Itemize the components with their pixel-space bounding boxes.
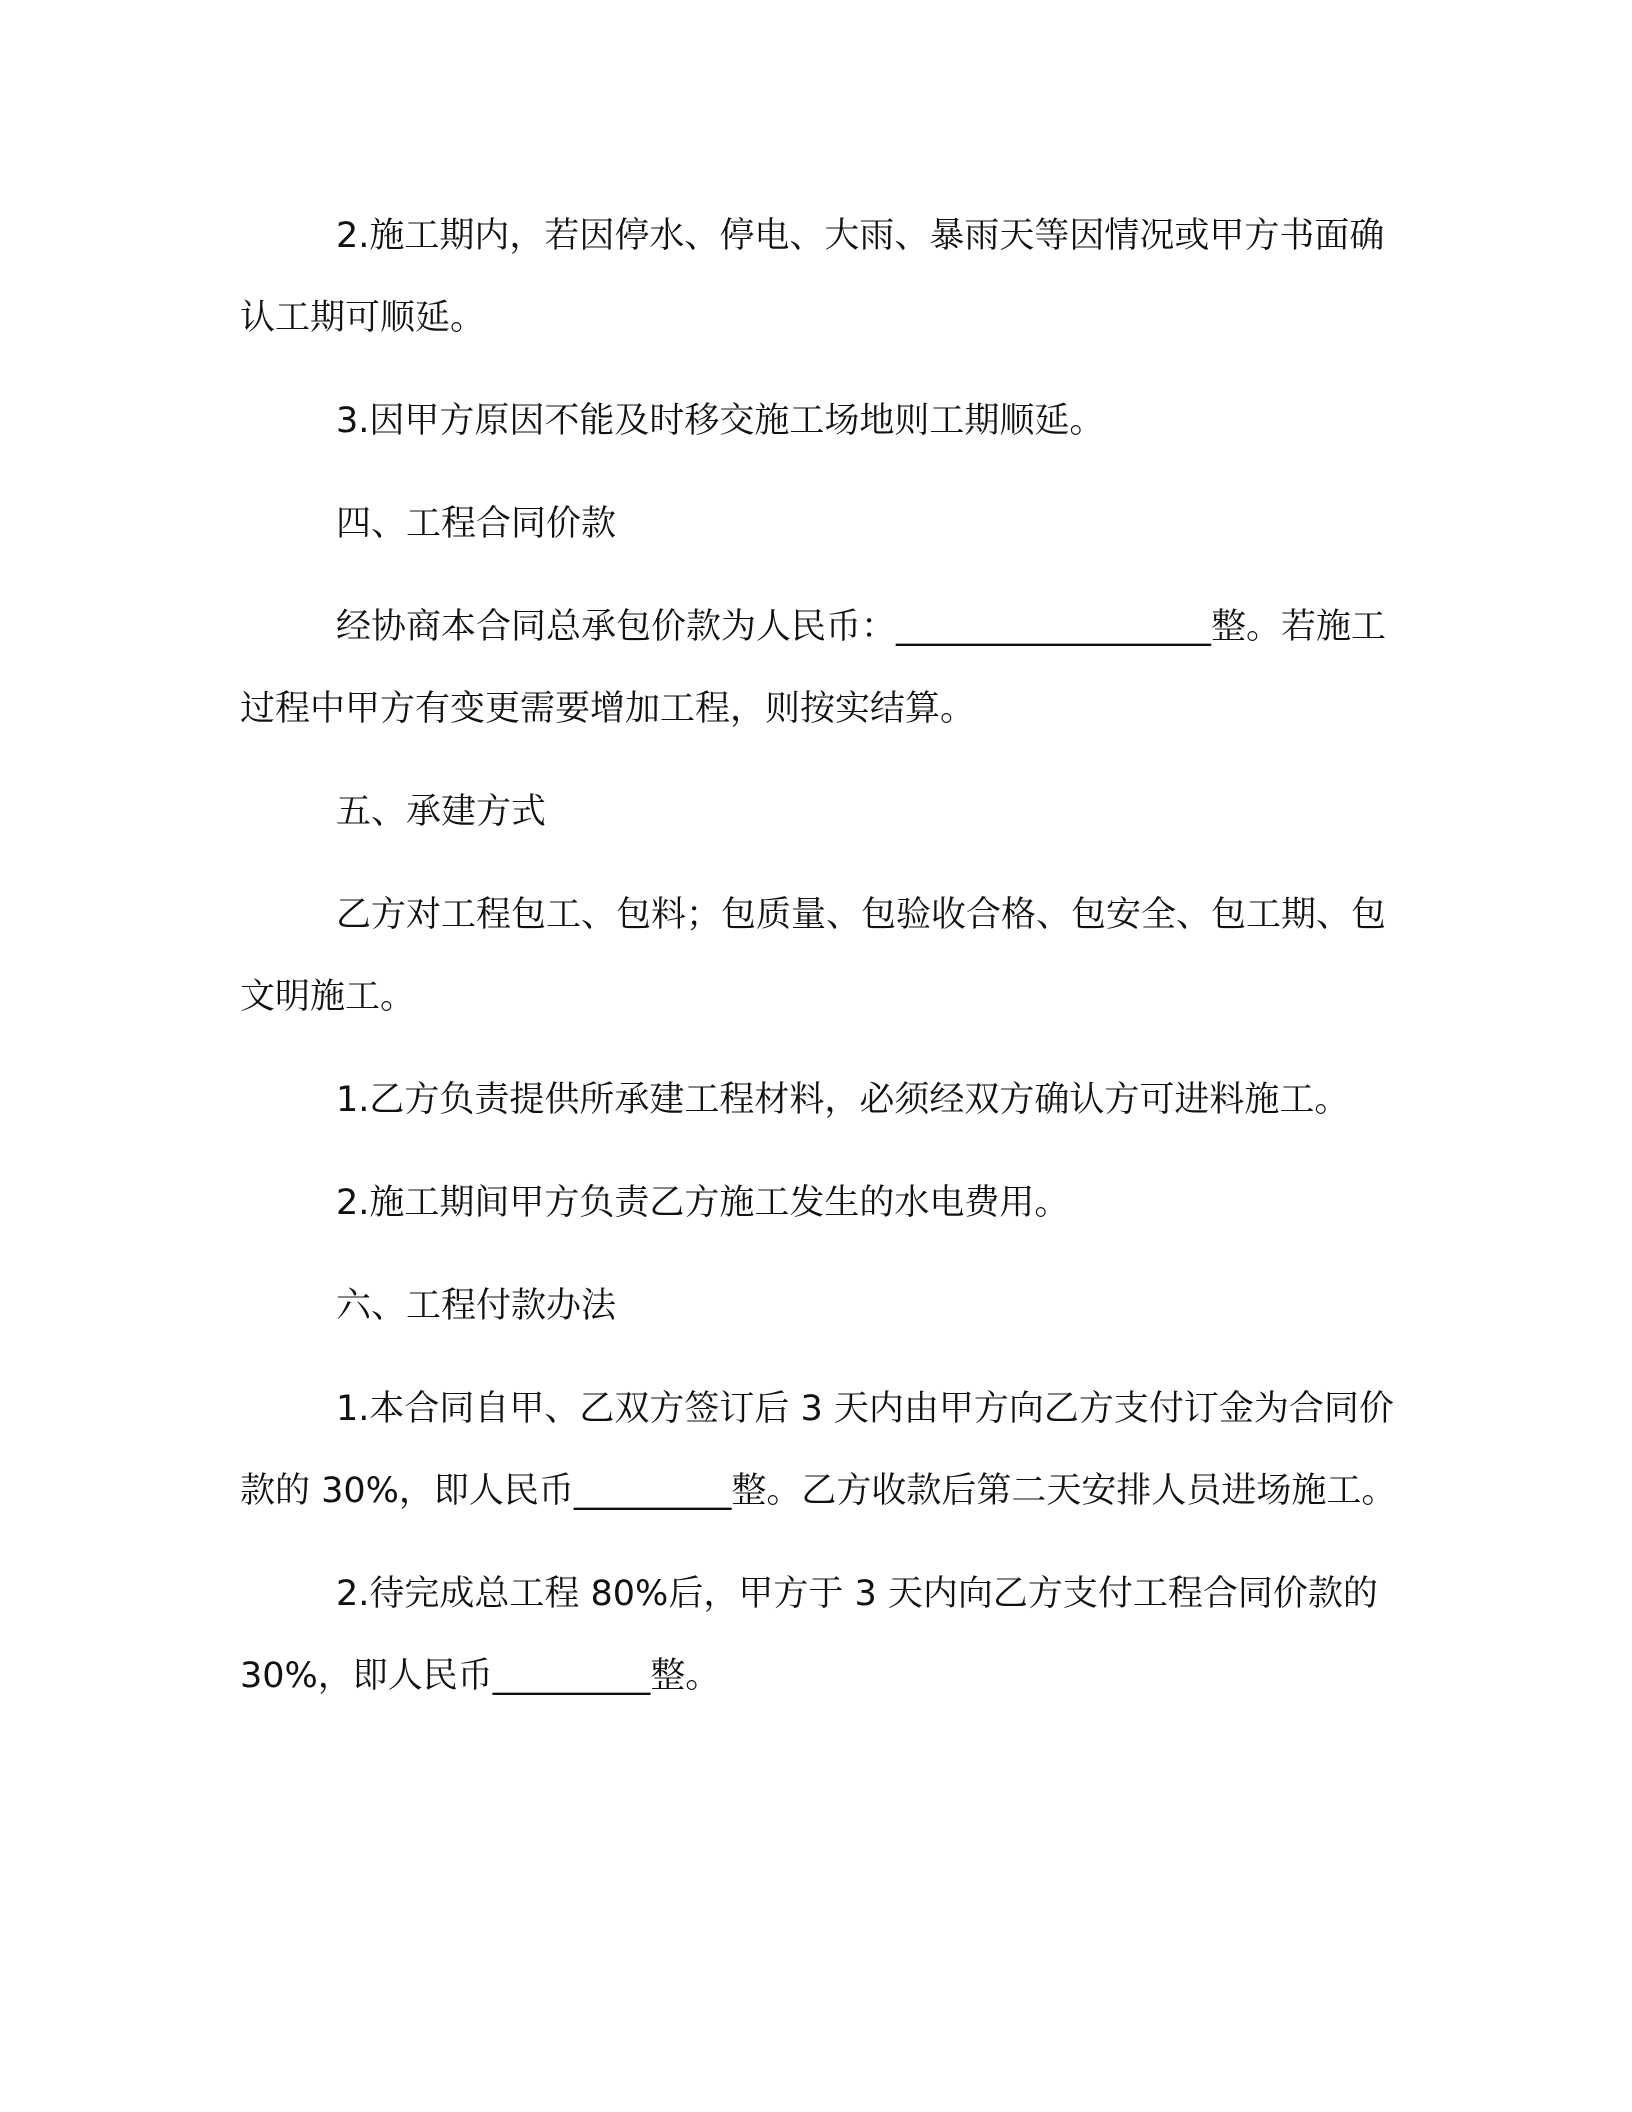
clause-2-progress-payment: 2.待完成总工程 80%后，甲方于 3 天内向乙方支付工程合同价款的 30%，即人民币_________整。 [240, 1574, 1378, 1696]
clause-3-site-handover: 3.因甲方原因不能及时移交施工场地则工期顺延。 [336, 401, 1105, 441]
clause-1-materials: 1.乙方负责提供所承建工程材料，必须经双方确认方可进料施工。 [336, 1080, 1350, 1120]
section-heading-contract-price: 四、工程合同价款 [336, 504, 617, 544]
clause-1-deposit: 1.本合同自甲、乙双方签订后 3 天内由甲方向乙方支付订金为合同价款的 30%，即人民币_________整。乙方收款后第二天安排人员进场施工。 [240, 1389, 1397, 1511]
construction-mode-paragraph: 乙方对工程包工、包料；包质量、包验收合格、包安全、包工期、包文明施工。 [240, 895, 1387, 1017]
section-heading-construction-mode: 五、承建方式 [336, 792, 547, 832]
document-page [240, 195, 1400, 1717]
contract-price-paragraph: 经协商本合同总承包价款为人民币：__________________整。若施工过程中甲方有变更需要增加工程，则按实结算。 [240, 607, 1387, 729]
section-heading-payment: 六、工程付款办法 [336, 1286, 617, 1326]
clause-2-extension: 2.施工期内，若因停水、停电、大雨、暴雨天等因情况或甲方书面确认工期可顺延。 [240, 216, 1385, 338]
clause-2-utilities: 2.施工期间甲方负责乙方施工发生的水电费用。 [336, 1183, 1070, 1223]
